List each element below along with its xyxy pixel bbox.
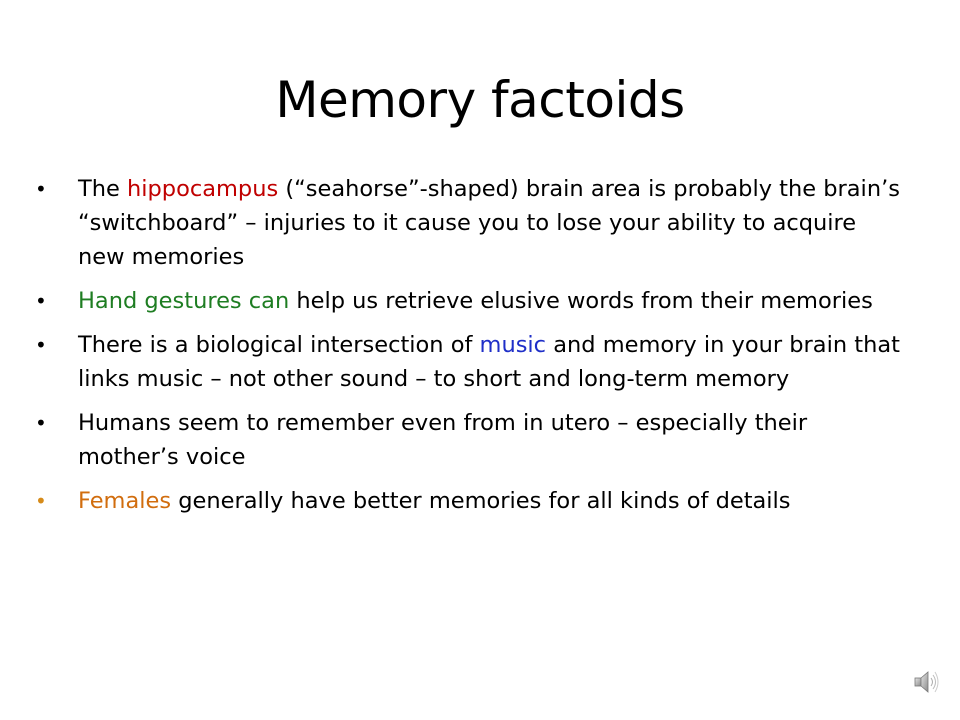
bullet-item-hand-gestures [35,284,900,318]
bullet-text-pre: The [78,176,127,202]
bullet-item-hippocampus [35,172,900,274]
bullet-dot-icon: • [35,289,47,313]
bullet-list [35,172,900,528]
highlight-hippocampus: hippocampus [127,176,279,202]
bullet-item-music [35,328,900,396]
bullet-text: Humans seem to remember even from in utero – especially their mother’s voice [78,410,808,470]
bullet-dot-icon: • [35,177,47,201]
bullet-text-post: help us retrieve elusive words from their memories [289,288,873,314]
slide-title: Memory factoids [275,71,685,129]
bullet-text-post: and memory in your brain that links music – not other sound – to short and long-term memory [78,332,900,392]
bullet-dot-icon: • [35,411,47,435]
bullet-item-females [35,484,900,518]
speaker-icon[interactable] [912,667,942,697]
bullet-dot-icon: • [35,489,47,513]
highlight-music: music [479,332,547,358]
bullet-item-in-utero [35,406,900,474]
highlight-females: Females [78,488,172,514]
highlight-hand-gestures: Hand gestures can [78,288,290,314]
bullet-dot-icon: • [35,333,47,357]
bullet-text-pre: There is a biological intersection of [78,332,480,358]
bullet-text-post: generally have better memories for all kinds of details [171,488,791,514]
bullet-text-post: (“seahorse”-shaped) brain area is probably the brain’s “switchboard” – injuries to it cause you to lose your ability to acquire new memories [78,176,900,270]
